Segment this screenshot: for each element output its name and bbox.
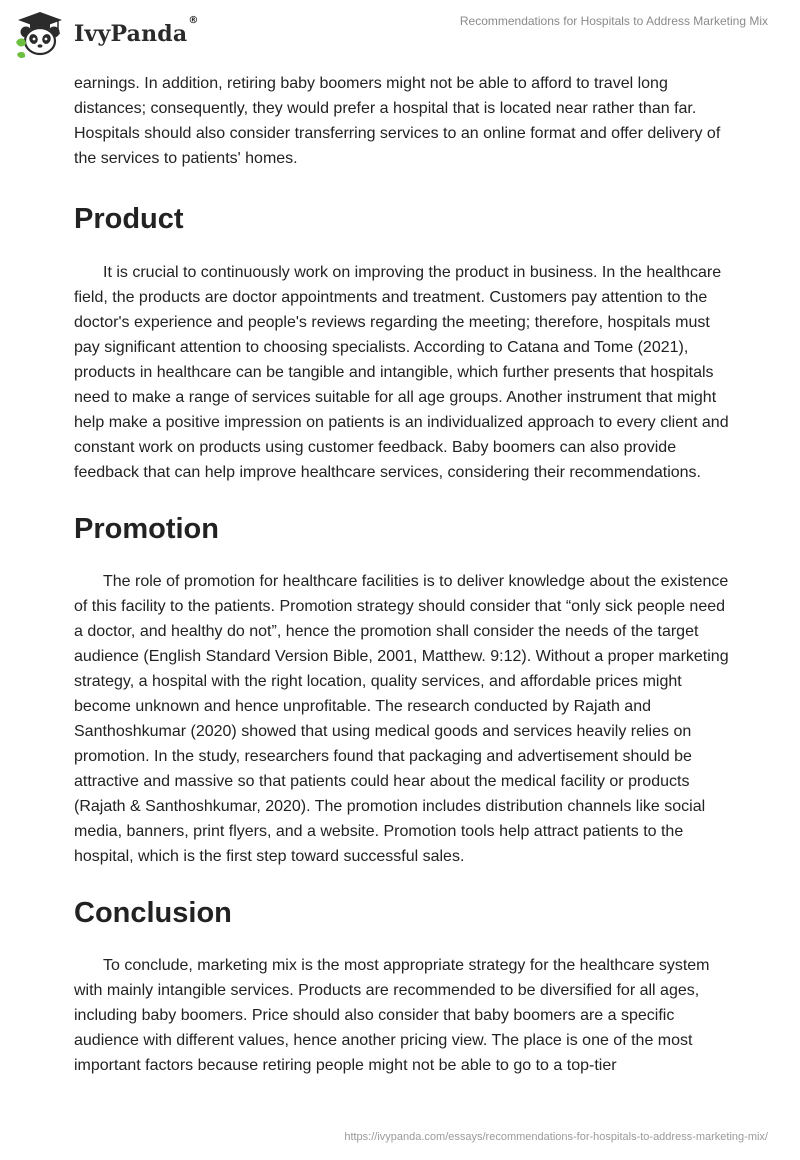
page-header	[0, 0, 800, 70]
panda-graduation-cap-icon	[14, 8, 66, 60]
section-paragraph-promotion: The role of promotion for healthcare facilities is to deliver knowledge about the existence of this facility to the patients. Promotion strategy should consider that “only sick people need a doctor, and healthy do not”, hence the promotion shall consider the needs of the target audience (English Standard Version Bible, 2001, Matthew. 9:12). Without a proper marketing strategy, a hospital with the right location, quality services, and affordable prices might become unknown and hence unprofitable. The research conducted by Rajath and Santhoshkumar (2020) showed that using medical goods and services heavily relies on promotion. In the study, researchers found that packaging and advertisement should be attractive and massive so that patients could hear about the medical facility or products (Rajath & Santhoshkumar, 2020). The promotion includes distribution channels like social media, banners, print flyers, and a website. Promotion tools help attract patients to the hospital, which is the first step toward successful sales.	[74, 573, 729, 865]
brand-name: IvyPanda®	[74, 15, 199, 47]
section-heading-promotion: Promotion	[74, 513, 219, 545]
source-url[interactable]: https://ivypanda.com/essays/recommendations-for-hospitals-to-address-marketing-mix/	[344, 1131, 768, 1143]
section-paragraph-conclusion: To conclude, marketing mix is the most appropriate strategy for the healthcare system with mainly intangible services. Products are recommended to be diversified for all ages, including baby boomers. Price should also consider that baby boomers are a specific audience with different values, hence another pricing view. The place is one of the most important factors because retiring people might not be able to go to a top-tier	[74, 957, 710, 1074]
section-heading-product: Product	[74, 203, 184, 235]
registered-mark: ®	[188, 15, 199, 26]
essay-body	[74, 71, 734, 1078]
intro-paragraph: earnings. In addition, retiring baby boomers might not be able to afford to travel long distances; consequently, they would prefer a hospital that is located near rather than far. Hospitals should also consider transferring services to an online format and offer delivery of the services to patients' homes.	[74, 75, 721, 167]
section-heading-conclusion: Conclusion	[74, 897, 232, 929]
section-paragraph-product: It is crucial to continuously work on improving the product in business. In the healthcare field, the products are doctor appointments and treatment. Customers pay attention to the doctor's experience and people's reviews regarding the meeting; therefore, hospitals must pay significant attention to choosing specialists. According to Catana and Tome (2021), products in healthcare can be tangible and intangible, which further presents that hospitals need to make a range of services suitable for all age groups. Another instrument that might help make a positive impression on patients is an individualized approach to every client and constant work on products using customer feedback. Baby boomers can also provide feedback that can help improve healthcare services, considering their recommendations.	[74, 264, 729, 481]
ivypanda-logo[interactable]	[14, 8, 199, 60]
document-title: Recommendations for Hospitals to Address Marketing Mix	[459, 14, 768, 28]
